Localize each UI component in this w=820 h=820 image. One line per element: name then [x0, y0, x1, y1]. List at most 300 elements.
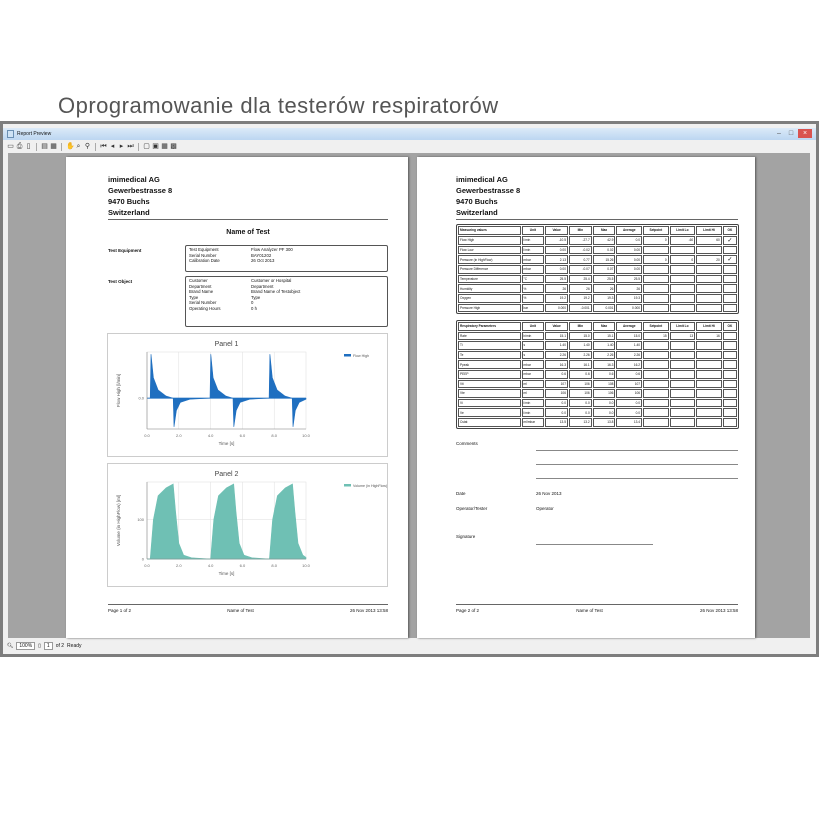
- ok-check-cell: [723, 399, 737, 408]
- info-value: Department: [251, 283, 274, 289]
- table-cell: 15.1: [545, 332, 568, 341]
- table-cell: [643, 341, 669, 350]
- table-cell: [643, 284, 669, 293]
- company-country: Switzerland: [456, 208, 498, 217]
- table-cell: 0.001: [593, 304, 616, 313]
- table-cell: 25.5: [545, 275, 568, 284]
- table-row: [458, 399, 737, 408]
- table-cell: [643, 408, 669, 417]
- table-cell: -60: [670, 236, 696, 245]
- last-page-icon[interactable]: ⏭: [127, 142, 134, 150]
- table-cell: [696, 294, 722, 303]
- table-cell: 0.0: [545, 408, 568, 417]
- table-row: [458, 284, 737, 293]
- table-cell: 15: [643, 332, 669, 341]
- table-cell: 19.3: [616, 294, 642, 303]
- table-row: [458, 304, 737, 313]
- find-icon[interactable]: ⚲: [84, 142, 91, 150]
- table-cell: 13.5: [545, 418, 568, 427]
- column-header: OK: [723, 226, 737, 235]
- table-cell: 15.26: [593, 255, 616, 264]
- ok-check-cell: [723, 275, 737, 284]
- company-address: [456, 174, 520, 218]
- page-footer: [456, 608, 738, 613]
- table-row: [458, 332, 737, 341]
- page-count: of 2: [55, 643, 65, 649]
- maximize-button[interactable]: □: [788, 130, 794, 137]
- test-object-box: [185, 276, 388, 327]
- status-text: Ready: [67, 643, 82, 649]
- info-label: Serial Number: [189, 300, 217, 306]
- table-cell: [696, 418, 722, 427]
- chart-panel-1: [107, 333, 388, 457]
- info-label: Operating Hours: [189, 305, 221, 311]
- x-tick-label: 2.0: [176, 433, 182, 438]
- table-cell: 0.77: [569, 255, 592, 264]
- table-cell: 0.00: [616, 255, 642, 264]
- company-name: imimedical AG: [456, 175, 508, 184]
- x-tick-label: 10.0: [302, 433, 310, 438]
- column-header: Max: [593, 226, 616, 235]
- table-cell: Ppeak: [458, 360, 521, 369]
- table-cell: mbar: [522, 370, 545, 379]
- table-cell: 0.00: [616, 265, 642, 274]
- table-cell: 26: [593, 284, 616, 293]
- table-cell: 1.40: [569, 341, 592, 350]
- table-cell: 0.0: [616, 408, 642, 417]
- company-country: Switzerland: [108, 208, 150, 217]
- table-cell: -0.07: [569, 265, 592, 274]
- x-tick-label: 2.0: [176, 563, 182, 568]
- table-row: [458, 236, 737, 245]
- table-cell: [696, 246, 722, 255]
- table-cell: [670, 408, 696, 417]
- table-cell: 26: [616, 284, 642, 293]
- zoom-select[interactable]: 100%: [16, 642, 35, 650]
- table-cell: b/min: [522, 332, 545, 341]
- preview-area: [8, 153, 810, 638]
- table-row: [458, 360, 737, 369]
- table-cell: [670, 265, 696, 274]
- table-cell: 0: [643, 236, 669, 245]
- page-setup-icon[interactable]: ▯: [26, 142, 31, 150]
- table-cell: [670, 341, 696, 350]
- legend-swatch: [344, 484, 351, 487]
- x-tick-label: 8.0: [271, 563, 277, 568]
- first-page-icon[interactable]: ⏮: [100, 142, 107, 150]
- chart-panel-2: [107, 463, 388, 587]
- table-row: [458, 275, 737, 284]
- x-tick-label: 4.0: [207, 563, 214, 568]
- info-label: Calibration Date: [189, 258, 220, 264]
- legend-label: Volume (in HighFlow): [353, 484, 388, 488]
- ok-check-cell: ✓: [723, 255, 737, 264]
- ok-check-cell: [723, 408, 737, 417]
- column-header: Average: [616, 226, 642, 235]
- ok-check-cell: [723, 341, 737, 350]
- hand-tool-icon[interactable]: ✋: [66, 142, 75, 150]
- info-value: 0: [251, 300, 254, 306]
- table-cell: [643, 351, 669, 360]
- table-cell: 13.2: [569, 418, 592, 427]
- table-cell: [696, 351, 722, 360]
- table-cell: 0.000: [616, 304, 642, 313]
- report-title: Name of Test: [226, 229, 270, 236]
- date-label: Date: [456, 491, 466, 496]
- table-cell: Vti: [458, 380, 521, 389]
- column-header: Setpoint: [643, 322, 669, 331]
- operator-label: Operator/Tester: [456, 506, 488, 511]
- x-tick-label: 4.0: [207, 433, 214, 438]
- table-cell: [643, 389, 669, 398]
- table-cell: 0.00: [545, 246, 568, 255]
- footer-divider: [456, 604, 738, 605]
- ok-check-cell: [723, 360, 737, 369]
- column-header: Value: [545, 322, 568, 331]
- company-street: Gewerbestrasse 8: [456, 186, 521, 195]
- table-cell: Cstat: [458, 418, 521, 427]
- report-page-1: [66, 157, 408, 638]
- ok-check-cell: [723, 294, 737, 303]
- ok-check-cell: [723, 370, 737, 379]
- table-cell: [670, 304, 696, 313]
- table-row: [458, 370, 737, 379]
- table-cell: %: [522, 284, 545, 293]
- y-tick-label: 0.0: [138, 395, 144, 401]
- table-cell: [643, 294, 669, 303]
- data-series-area: [147, 484, 306, 559]
- table-cell: 0.6: [593, 370, 616, 379]
- footer-date: 26 Nov 2013 13:58: [699, 608, 738, 613]
- x-tick-label: 8.0: [271, 433, 277, 438]
- ok-check-cell: [723, 389, 737, 398]
- table-cell: 60: [696, 236, 722, 245]
- table-cell: l/min: [522, 236, 545, 245]
- table-row: [458, 265, 737, 274]
- table-cell: 0.0: [545, 399, 568, 408]
- zoom-icon: 🔍︎: [7, 643, 14, 649]
- table-cell: Flow High: [458, 236, 521, 245]
- table-cell: [670, 389, 696, 398]
- table-cell: [643, 418, 669, 427]
- table-cell: 106: [593, 389, 616, 398]
- table-cell: [696, 275, 722, 284]
- column-header: Respiratory Parameters: [458, 322, 521, 331]
- column-header: Unit: [522, 226, 545, 235]
- table-cell: Humidity: [458, 284, 521, 293]
- table-row: [458, 294, 737, 303]
- table-cell: 0.0: [569, 408, 592, 417]
- y-axis-label: Volume (in HighFlow) [ml]: [116, 494, 121, 547]
- table-cell: 0.00: [545, 265, 568, 274]
- table-cell: l/min: [522, 246, 545, 255]
- table-cell: [643, 380, 669, 389]
- report-page-2: [417, 157, 755, 638]
- y-tick-label: 0: [141, 556, 144, 562]
- toolbar-separator: [36, 143, 37, 151]
- table-cell: 19.2: [545, 294, 568, 303]
- legend-swatch: [344, 354, 351, 357]
- table-cell: [643, 265, 669, 274]
- window-title: Report Preview: [17, 131, 52, 137]
- table-cell: [670, 284, 696, 293]
- table-cell: Pressure (in HighFlow): [458, 255, 521, 264]
- print-icon[interactable]: ⎙: [16, 142, 23, 150]
- info-value: 26 Oct 2013: [251, 258, 275, 264]
- table-cell: °C: [522, 275, 545, 284]
- column-header: Max: [593, 322, 616, 331]
- table-cell: s: [522, 351, 545, 360]
- column-header: Setpoint: [643, 226, 669, 235]
- two-page-icon[interactable]: ▣: [152, 142, 159, 150]
- table-cell: 0: [670, 255, 696, 264]
- table-cell: 16.1: [569, 360, 592, 369]
- table-cell: 107: [545, 380, 568, 389]
- y-axis-label: Flow High [l/min]: [116, 373, 121, 408]
- table-cell: 0.00: [616, 246, 642, 255]
- table-cell: [696, 380, 722, 389]
- table-cell: [696, 265, 722, 274]
- open-icon[interactable]: ▭: [7, 142, 14, 150]
- table-cell: 25.5: [616, 275, 642, 284]
- comment-line[interactable]: [536, 450, 738, 451]
- table-cell: 25.4: [569, 275, 592, 284]
- table-cell: mbar: [522, 360, 545, 369]
- table-header-row: [458, 226, 737, 235]
- ok-check-cell: [723, 246, 737, 255]
- app-icon: [7, 130, 14, 138]
- status-bar: [3, 638, 816, 654]
- column-header: Limit Hi: [696, 226, 722, 235]
- company-name: imimedical AG: [108, 175, 160, 184]
- footer-page-number: Page 2 of 2: [456, 608, 480, 613]
- table-cell: 0.0: [616, 399, 642, 408]
- signature-line[interactable]: [536, 544, 653, 545]
- table-cell: [696, 341, 722, 350]
- table-cell: 0.6: [616, 370, 642, 379]
- comment-line[interactable]: [536, 478, 738, 479]
- company-city: 9470 Buchs: [108, 197, 150, 206]
- column-header: Limit Lo: [670, 322, 696, 331]
- table-cell: [696, 304, 722, 313]
- comment-line[interactable]: [536, 464, 738, 465]
- table-cell: 1.40: [545, 341, 568, 350]
- table-cell: 13.4: [616, 418, 642, 427]
- info-row: [189, 306, 384, 312]
- test-object-label: Test Object: [108, 279, 133, 284]
- info-value: Customer or Hospital: [251, 278, 292, 283]
- layout-icon[interactable]: ▦: [50, 142, 57, 150]
- table-cell: 106: [616, 389, 642, 398]
- table-cell: 16.3: [593, 360, 616, 369]
- table-cell: 107: [616, 380, 642, 389]
- table-cell: Vi: [458, 399, 521, 408]
- table-cell: [670, 380, 696, 389]
- page-footer: [108, 608, 388, 613]
- column-header: Unit: [522, 322, 545, 331]
- table-cell: Oxygen: [458, 294, 521, 303]
- info-label: Serial Number: [189, 252, 217, 258]
- table-cell: mbar: [522, 265, 545, 274]
- column-header: Average: [616, 322, 642, 331]
- report-preview-window: [0, 121, 819, 657]
- footer-divider: [108, 604, 388, 605]
- table-header-row: [458, 322, 737, 331]
- info-label: Test Equipment: [189, 247, 219, 252]
- table-cell: 106: [545, 389, 568, 398]
- table-row: [458, 380, 737, 389]
- table-cell: 0.0: [593, 408, 616, 417]
- info-label: Type: [189, 294, 199, 300]
- respiratory-parameters-table: [456, 320, 739, 429]
- chart-title: Panel 2: [214, 471, 239, 478]
- ok-check-cell: [723, 284, 737, 293]
- ok-check-cell: [723, 380, 737, 389]
- table-cell: 13.8: [593, 418, 616, 427]
- info-label: Customer: [189, 278, 208, 283]
- table-cell: l/min: [522, 408, 545, 417]
- toolbar: [3, 141, 816, 152]
- y-tick-label: 100: [137, 517, 144, 523]
- footer-test-name: Name of Test: [576, 608, 603, 613]
- toolbar-separator: [138, 143, 139, 151]
- table-cell: -0.001: [569, 304, 592, 313]
- info-value: Type: [251, 294, 261, 300]
- signature-label: Signature: [456, 534, 476, 539]
- table-cell: 0.6: [569, 370, 592, 379]
- table-row: [458, 246, 737, 255]
- table-cell: [696, 389, 722, 398]
- x-axis-label: Time [s]: [218, 571, 235, 576]
- table-cell: Ti: [458, 341, 521, 350]
- table-cell: mbar: [522, 255, 545, 264]
- table-cell: [643, 399, 669, 408]
- table-cell: 0.07: [593, 265, 616, 274]
- ok-check-cell: [723, 351, 737, 360]
- table-cell: 0.02: [593, 246, 616, 255]
- table-cell: [696, 360, 722, 369]
- x-axis-label: Time [s]: [218, 441, 235, 446]
- table-row: [458, 408, 737, 417]
- column-header: Min: [569, 322, 592, 331]
- table-cell: [670, 360, 696, 369]
- table-cell: 2.26: [593, 351, 616, 360]
- table-cell: [643, 304, 669, 313]
- column-header: Limit Lo: [670, 226, 696, 235]
- zoom-tool-icon[interactable]: ⌕: [76, 142, 81, 150]
- table-cell: [696, 408, 722, 417]
- table-cell: [670, 399, 696, 408]
- table-cell: [670, 370, 696, 379]
- table-cell: 1.40: [616, 341, 642, 350]
- table-cell: 20: [696, 255, 722, 264]
- info-value: Flow Analyzer PF 300: [251, 247, 293, 252]
- x-tick-label: 0.0: [144, 433, 150, 438]
- table-cell: 0: [643, 255, 669, 264]
- table-cell: 0.0: [616, 236, 642, 245]
- page-number-input[interactable]: 1: [44, 642, 53, 650]
- table-cell: 19.2: [569, 294, 592, 303]
- table-cell: ml: [522, 389, 545, 398]
- table-cell: [670, 418, 696, 427]
- table-cell: 0.6: [545, 370, 568, 379]
- table-cell: l/min: [522, 399, 545, 408]
- table-cell: Temperature: [458, 275, 521, 284]
- table-row: [458, 418, 737, 427]
- single-page-icon[interactable]: ▢: [143, 142, 150, 150]
- table-cell: Ve: [458, 408, 521, 417]
- next-page-icon[interactable]: ▸: [119, 142, 124, 150]
- table-cell: -10.5: [545, 236, 568, 245]
- table-cell: [696, 399, 722, 408]
- measuring-values-table: [456, 224, 739, 314]
- table-cell: ml/mbar: [522, 418, 545, 427]
- multi-page-icon[interactable]: ▩: [170, 142, 177, 150]
- info-value: BAY01202: [251, 252, 272, 258]
- table-cell: 15.1: [593, 332, 616, 341]
- toolbar-separator: [95, 143, 96, 151]
- table-cell: 2.26: [616, 351, 642, 360]
- table-cell: 26: [545, 284, 568, 293]
- table-cell: 2.26: [569, 351, 592, 360]
- table-cell: 0.000: [545, 304, 568, 313]
- table-cell: 2.13: [545, 255, 568, 264]
- column-header: Value: [545, 226, 568, 235]
- table-cell: 106: [569, 389, 592, 398]
- table-cell: [643, 275, 669, 284]
- table-cell: 0.0: [593, 399, 616, 408]
- table-cell: Vte: [458, 389, 521, 398]
- table-cell: [670, 275, 696, 284]
- table-cell: 15.0: [616, 332, 642, 341]
- header-divider: [456, 219, 738, 220]
- table-cell: 42.9: [593, 236, 616, 245]
- table-cell: 26: [569, 284, 592, 293]
- background-heading: Oprogramowanie dla testerów respiratorów: [58, 93, 499, 118]
- test-equipment-label: Test Equipment: [108, 248, 142, 253]
- table-cell: Pressure High: [458, 304, 521, 313]
- ok-check-cell: [723, 265, 737, 274]
- export-icon[interactable]: ▤: [41, 142, 48, 150]
- plot-area: [147, 352, 306, 429]
- page-icon: ▯: [38, 643, 41, 649]
- operator-value: Operator: [536, 506, 554, 511]
- table-cell: bar: [522, 304, 545, 313]
- table-cell: [696, 370, 722, 379]
- table-cell: 13: [670, 332, 696, 341]
- x-tick-label: 6.0: [239, 433, 246, 438]
- table-cell: PEEP: [458, 370, 521, 379]
- info-value: 0 h: [251, 305, 257, 311]
- legend-label: Flow High: [353, 354, 369, 358]
- comments-label: Comments: [456, 441, 478, 446]
- table-cell: 25.5: [593, 275, 616, 284]
- prev-page-icon[interactable]: ◂: [110, 142, 115, 150]
- table-cell: ml: [522, 380, 545, 389]
- table-cell: [643, 246, 669, 255]
- four-page-icon[interactable]: ▦: [161, 142, 168, 150]
- x-tick-label: 0.0: [144, 563, 150, 568]
- column-header: Measuring values: [458, 226, 521, 235]
- ok-check-cell: [723, 332, 737, 341]
- minimize-button[interactable]: –: [777, 130, 781, 137]
- table-cell: 16: [696, 332, 722, 341]
- table-cell: 1.40: [593, 341, 616, 350]
- close-button[interactable]: ×: [798, 129, 812, 138]
- table-cell: %: [522, 294, 545, 303]
- table-cell: Pressure Difference: [458, 265, 521, 274]
- table-cell: 19.3: [593, 294, 616, 303]
